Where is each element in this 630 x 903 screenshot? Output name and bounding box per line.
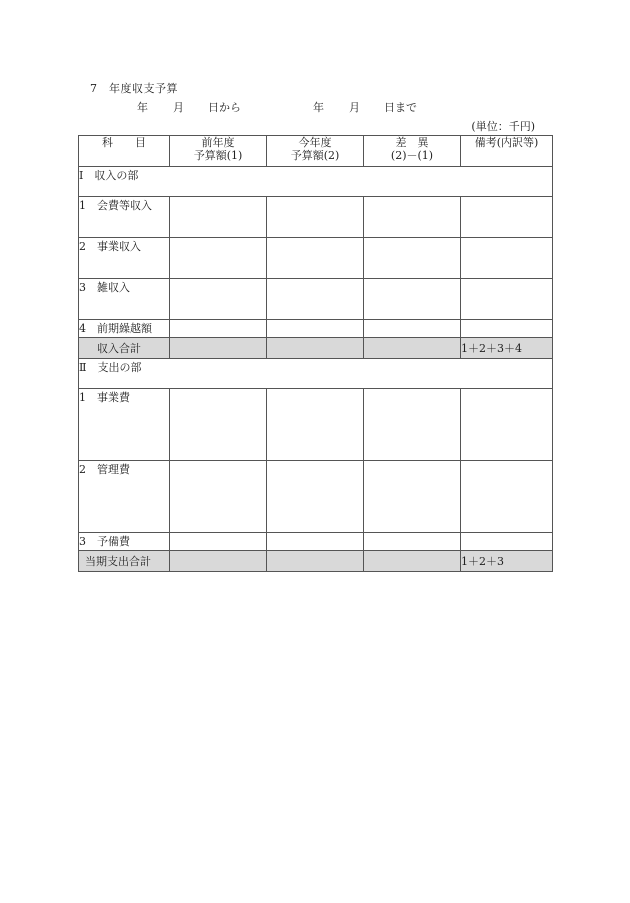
item-carryover: 4 前期繰越額 [79, 320, 170, 338]
expense-section-row [79, 359, 553, 389]
item-business-income: 2 事業収入 [79, 238, 170, 279]
from-month: 月 [173, 101, 184, 114]
table-row [79, 320, 553, 338]
header-difference: 差 異 (2)－(1) [364, 136, 461, 167]
table-row [79, 389, 553, 461]
to-month: 月 [349, 101, 360, 114]
expense-total-row [79, 551, 553, 572]
from-year: 年 [137, 101, 148, 114]
header-row [79, 136, 553, 167]
expense-section-heading: Ⅱ 支出の部 [79, 359, 553, 389]
income-total-label: 収入合計 [79, 338, 170, 359]
document-title: 7 年度収支予算 [90, 82, 178, 95]
budget-table [78, 135, 553, 572]
header-current-budget: 今年度 予算額(2) [267, 136, 364, 167]
from-day: 日から [208, 101, 241, 114]
item-business-expense: 1 事業費 [79, 389, 170, 461]
income-section-row [79, 167, 553, 197]
income-section-heading: Ⅰ 収入の部 [79, 167, 553, 197]
income-total-note: 1＋2＋3＋4 [461, 338, 553, 359]
unit-label: (単位：千円) [471, 120, 535, 133]
item-membership-fee-income: 1 会費等収入 [79, 197, 170, 238]
table-row [79, 197, 553, 238]
to-day: 日まで [384, 101, 417, 114]
item-reserve: 3 予備費 [79, 533, 170, 551]
table-row [79, 238, 553, 279]
item-admin-expense: 2 管理費 [79, 461, 170, 533]
header-subject: 科 目 [79, 136, 170, 167]
expense-total-label: 当期支出合計 [79, 551, 170, 572]
header-prev-budget: 前年度 予算額(1) [170, 136, 267, 167]
table-row [79, 533, 553, 551]
income-total-row [79, 338, 553, 359]
to-year: 年 [313, 101, 324, 114]
header-notes: 備考(内訳等) [461, 136, 553, 167]
expense-total-note: 1＋2＋3 [461, 551, 553, 572]
table-row [79, 279, 553, 320]
table-row [79, 461, 553, 533]
item-misc-income: 3 雑収入 [79, 279, 170, 320]
